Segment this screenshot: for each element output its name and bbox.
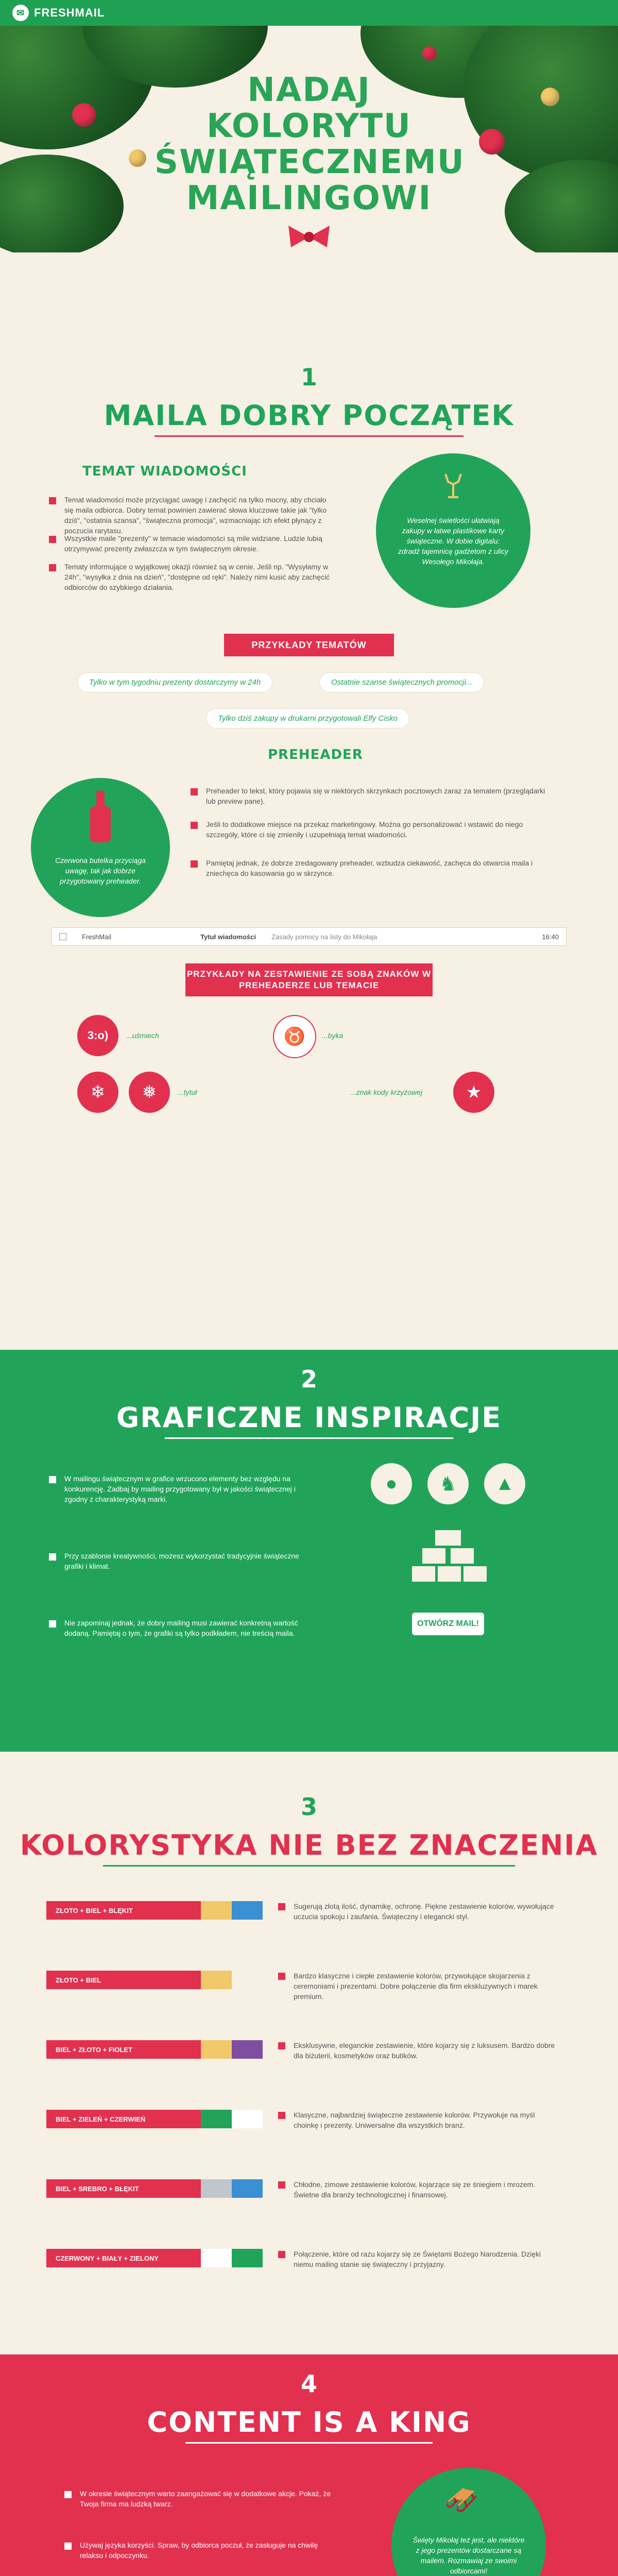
- tree-icon: ▲: [484, 1463, 525, 1504]
- color-swatch: [201, 1901, 232, 1920]
- inbox-subject: Tytuł wiadomości: [200, 933, 256, 941]
- body-text: Używaj języka korzyści. Spraw, by odbiorca poczuł, że zasługuje na chwilę relaksu i odpoczynku.: [80, 2541, 318, 2560]
- body-text: W mailingu świątecznym w grafice wrzucono elementy bez względu na konkurencję. Zadbaj by mailing przygotowany był w jakości świątecznej i zgodny z charakterystyką marki.: [64, 1475, 296, 1503]
- bullet-icon: [278, 2042, 285, 2049]
- bullet-icon: [278, 1973, 285, 1980]
- color-combo-label: BIEL + SREBRO + BŁĘKIT: [46, 2179, 210, 2198]
- body-text: Temat wiadomości może przyciągać uwagę i zachęcić na tylko mocny, aby chciało się maila odbiorca. Dobry temat powinien zawierać słowa kluczowe takie jak "tylko dziś", "ostatnia szansa", "świąteczna promocja", wzmacniając ich efekt płynący z poczucia rarytasu.: [64, 496, 327, 535]
- bullet-icon: [191, 788, 198, 795]
- color-combo-label: ZŁOTO + BIEL: [46, 1971, 210, 1989]
- bullet-icon: [191, 822, 198, 829]
- body-text: Tematy informujące o wyjątkowej okazji również są w cenie. Jeśli np. "Wysyłamy w 24h", "wysyłka z dnia na dzień", "dostępne od ręki". Należy nimi kusić aby zachęcić odbiorców do szybkiego działania.: [64, 563, 330, 591]
- fir-branch-bottom-left: [0, 155, 124, 252]
- fir-branch-bottom-right: [505, 160, 618, 252]
- example-subject: Tylko w tym tygodniu prezenty dostarczymy w 24h: [77, 672, 272, 692]
- symbol-caption: ...uśmiech: [126, 1031, 159, 1040]
- bullet-icon: [278, 1903, 285, 1910]
- quote-text: Weselnej świetlości ułatwiają zakupy w łatwe plastikowe karty świąteczne. W dobie digitalu: zdradź tajemnicę gadżetom z ulicy Wesołego Mikołaja.: [398, 516, 508, 566]
- inbox-preheader: Zasady pomocy na listy do Mikołaja: [271, 933, 377, 941]
- bauble-icon: ●: [371, 1463, 412, 1504]
- body-text: Eksklusywne, eleganckie zestawienie, które kojarzy się z luksusem. Bardzo dobre dla biżuterii, kosmetyków oraz butików.: [294, 2041, 555, 2060]
- ribbon-icons-examples: PRZYKŁADY NA ZESTAWIENIE ZE SOBĄ ZNAKÓW W PREHEADERZE LUB TEMACIE: [185, 963, 433, 996]
- section-number: 2: [300, 1365, 317, 1393]
- reindeer-icon: [435, 469, 471, 505]
- example-subject: Tylko dziś zakupy w drukarni przygotowali Elfy Cisko: [206, 708, 409, 728]
- example-subject: Ostatnie szanse świątecznych promocji...: [319, 672, 484, 692]
- open-mail-button[interactable]: OTWÓRZ MAIL!: [412, 1613, 484, 1635]
- snowflake-icon: ❄: [77, 1072, 118, 1113]
- section-title: CONTENT IS A KING: [147, 2406, 471, 2438]
- color-swatch: [232, 2249, 263, 2267]
- symbol-caption: ...znak kody krzyżowej: [350, 1088, 423, 1096]
- symbol-caption: ...byka: [322, 1031, 344, 1040]
- section-title: KOLORYSTYKA NIE BEZ ZNACZENIA: [20, 1829, 598, 1861]
- top-bar: [0, 0, 618, 26]
- section-number: 4: [300, 2370, 317, 2398]
- body-text: Przy szablonie kreatywności, możesz wykorzystać tradycyjnie świąteczne grafiki i klimat.: [64, 1552, 299, 1570]
- bullet-icon: [64, 2543, 72, 2550]
- reindeer-icon: ♞: [427, 1463, 469, 1504]
- hero-title-line: NADAJ KOLORYTU: [207, 71, 411, 145]
- bauble-red-icon: [72, 103, 96, 127]
- hero-title: [154, 72, 464, 216]
- body-text: Sugerują złotą ilość, dynamikę, ochronę. Piękne zestawienie kolorów, wywołujące uczucia spokoju i zaufania. Świąteczny i elegancki styl.: [294, 1902, 554, 1921]
- bull-symbol-icon: ♉: [273, 1015, 316, 1058]
- bauble-red-icon: [479, 129, 505, 155]
- color-swatch: [232, 1901, 263, 1920]
- inbox-from: FreshMail: [82, 933, 112, 941]
- inbox-preview-row[interactable]: [52, 927, 566, 946]
- body-text: Chłodne, zimowe zestawienie kolorów, kojarzące się ze śniegiem i mrozem. Świetne dla branży technologicznej i finansowej.: [294, 2180, 536, 2199]
- body-text: Klasyczne, najbardziej świąteczne zestawienie kolorów. Przywołuje na myśl choinkę i prezenty. Uniwersalne dla wszystkich branż.: [294, 2111, 535, 2129]
- snowflake-icon: ❅: [129, 1072, 170, 1113]
- body-text: Pamiętaj jednak, że dobrze zredagowany preheader, wzbudza ciekawość, zachęca do otwarcia maila i zniechęca do kasowania go w skrzynce.: [206, 859, 533, 877]
- color-swatch: [232, 2179, 263, 2198]
- brand-logo[interactable]: [12, 5, 105, 21]
- color-combo-label: CZERWONY + BIAŁY + ZIELONY: [46, 2249, 210, 2267]
- subsection-title: PREHEADER: [268, 747, 363, 762]
- bullet-icon: [49, 536, 56, 543]
- bauble-red-icon: [422, 46, 437, 61]
- hero-title-line: MAILINGOWI: [186, 179, 432, 217]
- red-bow-icon: [286, 222, 332, 252]
- body-text: Połączenie, które od razu kojarzy się ze Świętami Bożego Narodzenia. Dzięki niemu mailing stanie się świąteczny i przyjazny.: [294, 2250, 541, 2268]
- color-combo-label: ZŁOTO + BIEL + BLĘKIT: [46, 1901, 210, 1920]
- color-combo-label: BIEL + ZŁOTO + FIOLET: [46, 2040, 210, 2059]
- bauble-gold-icon: [129, 149, 146, 167]
- color-swatch: [232, 2110, 263, 2128]
- color-swatch: [201, 2110, 232, 2128]
- color-swatch: [201, 2179, 232, 2198]
- bullet-icon: [49, 1620, 56, 1628]
- body-text: Wszystkie maile "prezenty" w temacie wiadomości są mile widziane. Ludzie lubią otrzymywać prezenty zwłaszcza w tym świątecznym okresie.: [64, 534, 322, 553]
- hero-title-line: ŚWIĄTECZNEMU: [154, 143, 465, 181]
- bullet-icon: [49, 1476, 56, 1483]
- section-underline: [165, 1437, 453, 1439]
- body-text: Bardzo klasyczne i ciepłe zestawienie kolorów, przywołujące skojarzenia z ceremoniami i prezentami. Dobre połączenie dla firm ekskluzywnych i marek premium.: [294, 1972, 538, 2001]
- symbol-caption: ...tytuł: [178, 1088, 197, 1096]
- checkbox-icon[interactable]: [59, 933, 66, 940]
- subsection-title: TEMAT WIADOMOŚCI: [82, 464, 247, 479]
- hero: [0, 26, 618, 252]
- color-swatch: [232, 2040, 263, 2059]
- inbox-date: 16:40: [542, 933, 559, 941]
- star-icon: ★: [453, 1072, 494, 1113]
- section-underline: [154, 435, 464, 437]
- body-text: Nie zapominaj jednak, że dobry mailing musi zawierać konkretną wartość dodaną. Pamiętaj o tym, że grafiki są tylko podkładem, nie treścią maila.: [64, 1619, 298, 1637]
- section-underline: [185, 2442, 433, 2444]
- bauble-gold-icon: [541, 88, 559, 106]
- bullet-icon: [278, 2112, 285, 2119]
- body-text: W okresie świątecznym warto zaangażować się w dodatkowe akcje. Pokaż, że Twoja firma ma ludzką twarz.: [80, 2489, 331, 2508]
- color-swatch: [201, 2040, 232, 2059]
- bullet-icon: [49, 1553, 56, 1561]
- section-underline: [103, 1865, 515, 1867]
- gift-stack-icon: [407, 1525, 489, 1602]
- bullet-icon: [64, 2491, 72, 2498]
- bullet-icon: [49, 564, 56, 571]
- sleigh-icon: 🛷: [443, 2484, 479, 2516]
- section-number: 1: [300, 363, 317, 391]
- body-text: Preheader to tekst, który pojawia się w niektórych skrzynkach pocztowych zaraz za tematem (przeglądarki lub preview pane).: [206, 787, 545, 805]
- quote-text: Czerwona butelka przyciąga uwagę, tak jak dobrze przygotowany preheader.: [55, 856, 146, 885]
- ribbon-examples: PRZYKŁADY TEMATÓW: [224, 634, 394, 656]
- bullet-icon: [278, 2181, 285, 2189]
- freshmail-logo-icon: ✉: [12, 5, 29, 21]
- symbol-circle: 3:o): [77, 1015, 118, 1056]
- bottle-icon: [85, 788, 116, 845]
- section-number: 3: [300, 1793, 317, 1821]
- color-swatch: [201, 1971, 232, 1989]
- quote-text: Święty Mikołaj też jest, ale niektóre z jego prezentów dostarczane są mailem. Rozmawiaj ze swoimi odbiorcami!: [413, 2536, 525, 2575]
- section-title: GRAFICZNE INSPIRACJE: [116, 1401, 502, 1434]
- body-text: Jeśli to dodatkowe miejsce na przekaz marketingowy. Można go personalizować i wstawić do niego szczegóły, które ci się zmieniły i uzupełniają temat wiadomości.: [206, 820, 523, 839]
- bullet-icon: [191, 860, 198, 868]
- brand-name: FRESHMAIL: [34, 6, 105, 19]
- section-title: MAILA DOBRY POCZĄTEK: [104, 399, 514, 432]
- color-swatch: [232, 1971, 263, 1989]
- fir-branch-right: [464, 26, 618, 180]
- bullet-icon: [278, 2251, 285, 2258]
- bullet-icon: [49, 497, 56, 504]
- color-swatch: [201, 2249, 232, 2267]
- color-combo-label: BIEL + ZIELEŃ + CZERWIEŃ: [46, 2110, 210, 2128]
